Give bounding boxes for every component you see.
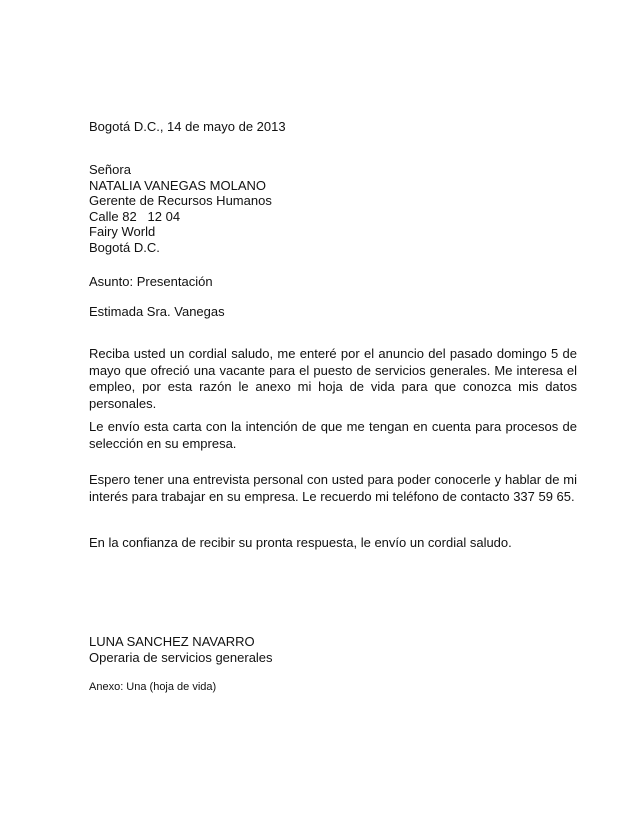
annex-note: Anexo: Una (hoja de vida) — [89, 681, 217, 693]
recipient-address: Calle 82 12 04 — [89, 208, 181, 224]
letter-subject: Asunto: Presentación — [89, 274, 213, 289]
body-paragraph-3: Espero tener una entrevista personal con usted para poder conocerle y hablar de mi interés para trabajar en su empresa. Le recuerdo mi teléfono de contacto 337 59 65. — [89, 472, 577, 504]
recipient-salutation-title: Señora — [89, 162, 131, 177]
recipient-company: Fairy World — [89, 224, 156, 239]
recipient-block — [89, 162, 272, 255]
signature-name: LUNA SANCHEZ NAVARRO — [89, 634, 255, 649]
signature-position: Operaria de servicios generales — [89, 650, 273, 665]
body-paragraph-2: Le envío esta carta con la intención de que me tengan en cuenta para procesos de selección en su empresa. — [89, 419, 577, 451]
body-paragraph-1: Reciba usted un cordial saludo, me enteré por el anuncio del pasado domingo 5 de mayo que ofreció una vacante para el puesto de servicios generales. Me interesa el empleo, por esta razón le anexo mi hoja de vida para que conozca mis datos personales. — [89, 346, 577, 411]
recipient-position: Gerente de Recursos Humanos — [89, 193, 272, 208]
letter-greeting: Estimada Sra. Vanegas — [89, 304, 225, 319]
recipient-name: NATALIA VANEGAS MOLANO — [89, 177, 266, 193]
recipient-city: Bogotá D.C. — [89, 239, 160, 255]
signature-block — [89, 634, 273, 666]
letter-date: Bogotá D.C., 14 de mayo de 2013 — [89, 119, 286, 134]
body-paragraph-4: En la confianza de recibir su pronta respuesta, le envío un cordial saludo. — [89, 535, 512, 550]
